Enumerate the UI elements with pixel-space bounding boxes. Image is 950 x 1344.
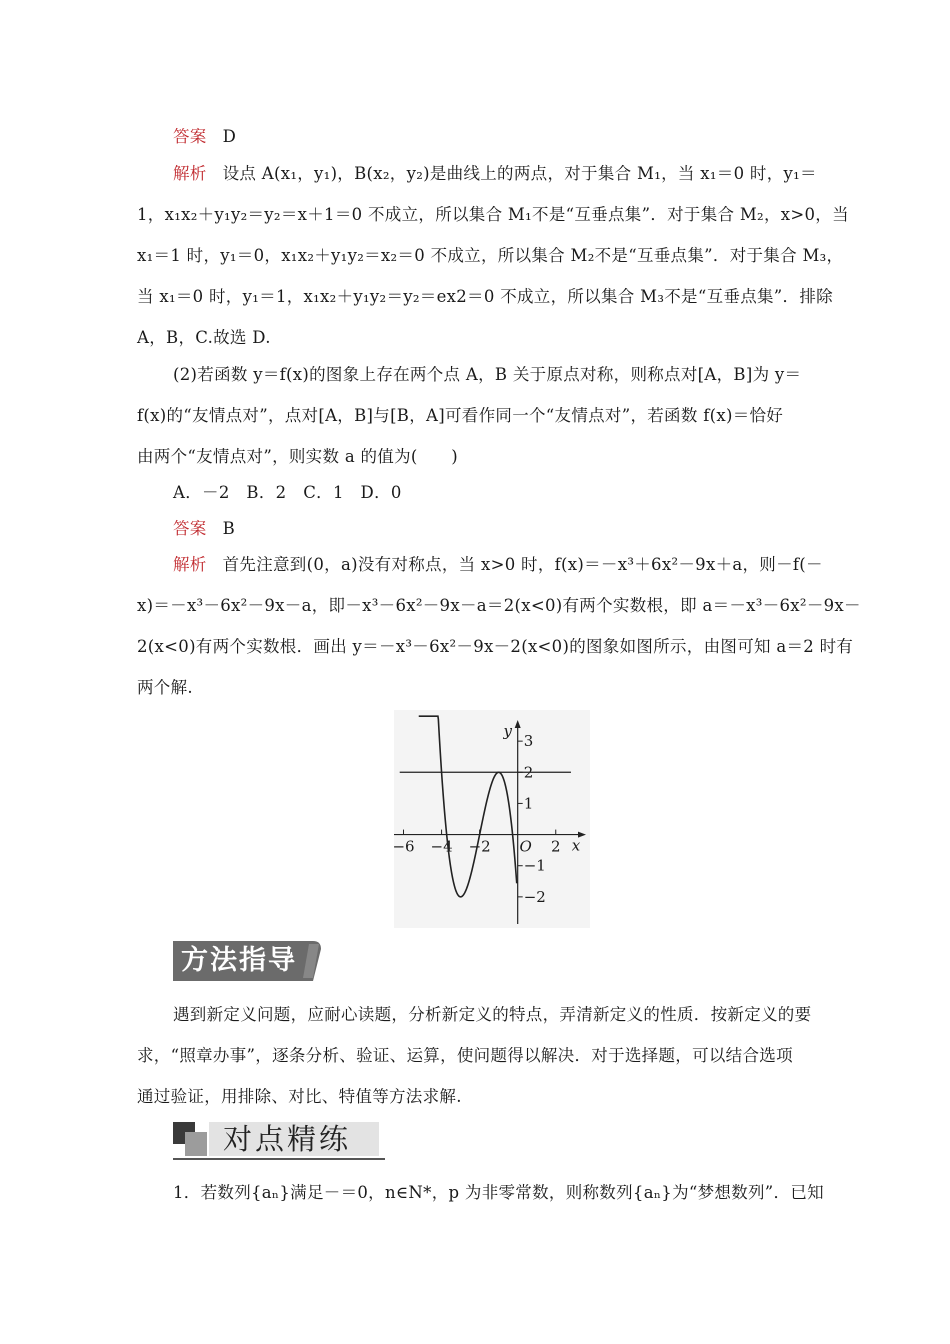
question-2-line-3: 由两个“友情点对”，则实数 a 的值为( ) bbox=[137, 447, 458, 466]
graph-svg bbox=[394, 710, 590, 928]
x-axis-label: x bbox=[571, 836, 581, 855]
x-tick-label: −6 bbox=[394, 837, 415, 856]
analysis-tag: 解析 bbox=[173, 164, 207, 183]
practice-1-line-1: 1．若数列{aₙ}满足－＝0，n∈N*，p 为非零常数，则称数列{aₙ}为“梦想数列”．已知 bbox=[173, 1183, 824, 1202]
method-line-1: 遇到新定义问题，应耐心读题，分析新定义的特点，弄清新定义的性质．按新定义的要 bbox=[173, 1005, 812, 1024]
question-2-line-1: (2)若函数 y＝f(x)的图象上存在两个点 A，B 关于原点对称，则称点对[A，B]为 y＝ bbox=[173, 365, 802, 384]
analysis-2-line-2: x)＝－x³－6x²－9x－a，即－x³－6x²－9x－a＝2(x<0)有两个实数根，即 a＝－x³－6x²－9x－ bbox=[137, 596, 861, 615]
y-tick-label: 2 bbox=[523, 763, 534, 782]
question-2-options: A．－2 B．2 C．1 D．0 bbox=[173, 483, 402, 502]
method-guide-banner bbox=[173, 941, 321, 981]
y-tick-label: −2 bbox=[523, 887, 546, 906]
analysis-2-line-1 bbox=[173, 554, 823, 576]
answer-tag: 答案 bbox=[173, 519, 207, 538]
analysis-text: 设点 A(x₁，y₁)，B(x₂，y₂)是曲线上的两点，对于集合 M₁，当 x₁＝0 时，y₁＝ bbox=[222, 164, 817, 183]
method-line-2: 求，“照章办事”，逐条分析、验证、运算，使问题得以解决．对于选择题，可以结合选项 bbox=[137, 1046, 793, 1065]
method-guide-title: 方法指导 bbox=[181, 945, 297, 976]
x-tick-label: −4 bbox=[430, 837, 453, 856]
practice-banner bbox=[173, 1120, 385, 1162]
analysis-1-line-5: A，B，C.故选 D. bbox=[137, 328, 271, 347]
practice-title: 对点精练 bbox=[223, 1122, 352, 1156]
y-tick-label: −1 bbox=[523, 856, 546, 875]
function-graph bbox=[394, 710, 590, 928]
analysis-2-line-3: 2(x<0)有两个实数根．画出 y＝－x³－6x²－9x－2(x<0)的图象如图所示，由图可知 a＝2 时有 bbox=[137, 637, 854, 656]
y-tick-label: 3 bbox=[523, 732, 534, 751]
answer-value: D bbox=[222, 127, 237, 146]
method-line-3: 通过验证，用排除、对比、特值等方法求解. bbox=[137, 1087, 462, 1106]
analysis-tag: 解析 bbox=[173, 555, 207, 574]
analysis-1-line-2: 1，x₁x₂＋y₁y₂＝y₂＝x＋1＝0 不成立，所以集合 M₁不是“互垂点集”．对于集合 M₂，x>0，当 bbox=[137, 205, 849, 224]
x-tick-label: 2 bbox=[550, 837, 561, 856]
y-axis-label: y bbox=[503, 722, 512, 740]
x-tick-label: −2 bbox=[468, 837, 491, 856]
origin-label: O bbox=[519, 837, 532, 856]
answer-line-1 bbox=[173, 126, 817, 148]
analysis-2-line-4: 两个解. bbox=[137, 678, 193, 697]
analysis-1-line-1 bbox=[173, 163, 817, 185]
analysis-1-line-3: x₁＝1 时，y₁＝0，x₁x₂＋y₁y₂＝x₂＝0 不成立，所以集合 M₂不是“互垂点集”．对于集合 M₃， bbox=[137, 246, 844, 265]
question-2-line-2: f(x)的“友情点对”，点对[A，B]与[B，A]可看作同一个“友情点对”，若函数 f(x)＝恰好 bbox=[137, 406, 784, 425]
answer-line-2 bbox=[173, 518, 817, 540]
y-tick-label: 1 bbox=[523, 794, 534, 813]
analysis-text: 首先注意到(0，a)没有对称点，当 x>0 时，f(x)＝－x³＋6x²－9x＋a，则－f(－ bbox=[222, 555, 823, 574]
answer-value: B bbox=[222, 519, 236, 538]
analysis-1-line-4: 当 x₁＝0 时，y₁＝1，x₁x₂＋y₁y₂＝y₂＝ex2＝0 不成立，所以集合 M₃不是“互垂点集”．排除 bbox=[137, 287, 833, 306]
answer-tag: 答案 bbox=[173, 127, 207, 146]
